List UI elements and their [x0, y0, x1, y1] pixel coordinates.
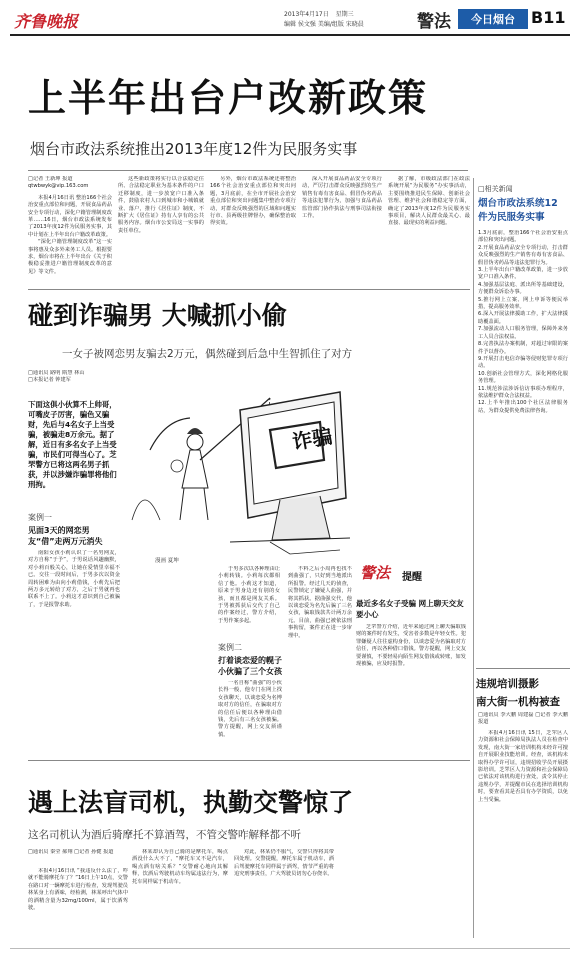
sidebar-item: 7.加强流动人口服务管理，保障外来务工人员合法权益。	[478, 326, 568, 340]
issue-date	[284, 9, 354, 18]
sidebar-item: 12.上半年推出100个社区法律服务站，为群众提供免费法律咨询。	[478, 400, 568, 414]
staff-line: 编辑 侯文强 美编/组版 宋晓晨	[284, 21, 364, 28]
section-label: 警法	[417, 12, 451, 32]
story2-subhead: 一女子被网恋男友骗去2万元，偶然碰到后急中生智抓住了对方	[62, 348, 353, 360]
story3-body2: 林某却认为自己骑的是摩托车，喝点酒没什么大不了，“摩托车又不是汽车，喝点酒有啥关系？”交警耐心地向其解释，饮酒后驾驶机动车均属违法行为，摩托车同样属于机动车。	[132, 849, 228, 885]
case2-title: 打着谈恋爱的幌子小伙骗了三个女孩	[218, 656, 282, 676]
sidebar-item: 2.开展食品药品安全专项行动，打击群众反映强烈的生产销售有毒有害食品、假冒伪劣药品等违法犯罪行为。	[478, 244, 568, 266]
story1-web: qtwbwyk@vip.163.com	[28, 183, 89, 190]
sidebar-list	[478, 230, 568, 666]
cartoon-sign-text: 诈骗	[290, 423, 335, 455]
case2-body: 一名自称“曲强”的小伙长得一般，他专门在网上找女孩聊天，以谈恋爱为名博取对方的信任，在骗取对方的信任后便以各种理由借钱，先后有三名女孩被骗。警方提醒，网上交友须谨慎。	[218, 680, 282, 738]
masthead-rule	[10, 34, 570, 36]
story1-headline: 上半年出台户改新政策	[28, 76, 429, 120]
tip-label: 警法	[360, 564, 391, 582]
sidebar-tag: □相关新闻	[478, 185, 513, 193]
sidebar-title: 烟台市政法系统12件为民服务实事	[478, 198, 558, 223]
story2-col4-body: 不料之后小周再也找不到曲强了，只好到当地派出所报警。经过几天的侦查，民警锁定了嫌疑人曲强，并将其抓获。据曲强交代，他以谈恋爱为名先后骗了三名女孩，骗取钱款共计两万余元。目前，曲强已被依法刑事拘留，案件正在进一步审理中。	[288, 566, 352, 639]
case2-label: 案例二	[218, 643, 242, 652]
violation-body: 本报4月16日讯 15日，芝罘区人力资源和社会保障局执法人员在检查中发现，南大街一家培训机构未经许可擅自开展职业技能培训。经查，该机构未取得办学许可证，违规招收学员开展摄影培训。芝罘区人力资源和社会保障局已依法对该机构进行查处，责令其停止违规办学，并提醒市民在选择培训机构时，要查看其是否具有办学资质，以免上当受骗。	[478, 730, 568, 803]
sidebar-item: 6.深入开展法律援助工作，扩大法律援助覆盖面。	[478, 311, 568, 325]
sidebar-item: 9.开展打击电信诈骗等侵财犯罪专项行动。	[478, 355, 568, 370]
sidebar-item: 3.上半年出台户籍改革政策，进一步放宽户口准入条件。	[478, 267, 568, 281]
violation-rule	[476, 668, 570, 669]
sidebar-divider	[473, 178, 474, 938]
story1-p6: 据了解，市级政法部门在政法系统开展“为民服务”办实事活动，主要围绕推进民生保障、创新社会管理、维护社会和谐稳定等方面，确定了2013年度12件为民服务实事项目，解决人民群众最关心、最直接、最现实的利益问题。	[388, 176, 470, 227]
sidebar-item: 10.创新社会管理方式，深化网格化服务管理。	[478, 370, 568, 385]
edition-label: 今日烟台	[471, 13, 515, 26]
story1-p2: “深化户籍管理制度改革”这一实事将惠及众多外来务工人员。根据要求，烟台市将在上半年出台《关于积极稳妥推进户籍管理制度改革的意见》等文件。	[28, 239, 112, 275]
story3-headline: 遇上法盲司机，执勤交警惊了	[28, 788, 354, 817]
story2-bylines	[28, 370, 120, 400]
violation-byline: □通讯员 李大鹏 周建磊 □记者 李大鹏 报道	[478, 712, 568, 726]
date-text: 2013年4月17日	[284, 11, 329, 18]
cartoon-illustration	[120, 370, 352, 562]
story1-col1	[28, 176, 112, 284]
story3-subhead: 这名司机认为酒后骑摩托不算酒驾，不管交警咋解释都不听	[28, 829, 301, 841]
page-number: B11	[531, 8, 566, 27]
tip-sublabel: 提醒	[402, 572, 422, 583]
tip-badge	[356, 560, 466, 594]
case1-title: 见面3天的网恋男友“借”走两万元消失	[28, 526, 103, 546]
story1-p1: 本报4月16日讯 整治166个社会治安重点部位和问题，开展食品药品安全专项行动，深化户籍管理制度改革……16日，烟台市政法系统发布了2013年度12件为民服务实事，其中计划在上半年出台户籍改革政策。	[28, 194, 112, 238]
sidebar-item: 8.完善执法办案机制，对超过审限的案件予以督办。	[478, 341, 568, 355]
violation-title: 南大街一机构被查	[476, 696, 560, 708]
story3-byline: □通讯员 秦莹 郝翔 □记者 孙健 报道	[28, 849, 114, 855]
tip-body: 芝罘警方介绍，近年来通过网上聊天骗取钱财的案件时有发生，受害者多数是年轻女性。犯罪嫌疑人往往虚构身份，以谈恋爱为名骗取对方信任，再以各种借口借钱。警方提醒，网上交友要谨慎，不要轻易向陌生网友借钱或转账，如发现被骗，应及时报警。	[356, 624, 466, 668]
cartoon-caption: 漫画 夏坤	[155, 558, 179, 564]
sidebar-item: 1.3月底前，整治166个社会治安重点部位和突出问题。	[478, 230, 568, 244]
story1-p4: 另外，烟台市政法系统还将整治166个社会治安重点部位和突出问题，3月底前，在全市开展社会治安重点部位和突出问题集中整治专项行动，对群众反映强烈的区域和问题实行市、县两级挂牌督办，确保整治取得实效。	[210, 176, 296, 227]
story1-byline: □记者 王新坤 报道	[28, 176, 73, 182]
story3-top-rule	[28, 760, 470, 761]
violation-label: 违规培训摄影	[476, 678, 539, 690]
tip-title: 最近多名女子受骗 网上聊天交友要小心	[356, 599, 464, 619]
story1-p5: 深入开展食品药品安全专项行动，严厉打击群众反映强烈的生产销售有毒有害食品、假冒伪劣药品等违法犯罪行为，加强与食品药品监管部门协作执法与刑事司法衔接工作。	[302, 176, 382, 220]
sidebar-item: 4.加强基层法庭、派出所等基础建设，方便群众诉讼办事。	[478, 281, 568, 296]
story1-p3: 这些新政策将实行以合法稳定住所、合法稳定职业为基本条件的户口迁移制度，进一步放宽户口准入条件，鼓励农村人口到城市和小城镇就业、落户，推行《居住证》制度，不断扩大《居住证》持有人享有的公共服务内容。烟台市公安局这一实事的责任单位。	[118, 176, 204, 234]
story1-subhead: 烟台市政法系统推出2013年度12件为民服务实事	[30, 140, 358, 158]
story2-byline1: □通讯员 路明 隋慧 林山	[28, 370, 85, 376]
story2-headline: 碰到诈骗男 大喊抓小偷	[28, 301, 287, 330]
sidebar-item: 11.规范涉法涉诉信访事项办理程序，依法维护群众合法权益。	[478, 385, 568, 399]
story2-byline2: □本报记者 钟建军	[28, 377, 71, 384]
story3-body3: 对此，林某仍不服气，交警只得将其带回处理。交警提醒，摩托车属于机动车，酒后驾驶摩托车同样属于酒驾，情节严重的将追究刑事责任，广大驾驶员切勿心存侥幸。	[234, 849, 334, 878]
paper-name: 齐鲁晚报	[14, 12, 79, 31]
page-bottom-rule	[10, 948, 570, 949]
story2-lead: 下面这俱小伙算不上帅哥，可嘴皮子厉害，骗色又骗财，先后与4名女子上当受骗，被骗走8万余元。据了解，近日有多名女子上当受骗，市民们可得当心了。芝罘警方已将这两名男子抓获，并以涉嫌诈骗罪将他们刑拘。	[28, 400, 117, 489]
weekday-text: 星期三	[335, 11, 354, 18]
story2-top-rule	[28, 289, 470, 290]
case1-label: 案例一	[28, 513, 52, 522]
story1-rule	[28, 170, 468, 171]
sidebar-item: 5.推行网上立案、网上申诉等便民举措，提高服务效率。	[478, 296, 568, 311]
case1-body-continued: 于男多次以各种理由让小莉转钱。小莉每次都相信了他。小莉这才知道，原来于男身边还有别的女孩，而且都是网友关系。于男被抓获后交代了自己的作案经过，警方介绍，于男作案多起。	[218, 566, 280, 624]
story3-body1: 本报4月16日讯 “我违反什么法了，咋就不能骑摩托车了？”16日上午10点，交警在路口对一辆摩托车进行检查，发现驾驶员林某身上有酒味，经检测，林某呼出气体中的酒精含量为32mg/100ml，属于饮酒驾驶。	[28, 868, 128, 912]
case1-body: 南阳女孩小莉认识了一名男网友，对方自称“于予”，于男说话风趣幽默，对小莉百般关心，让她在爱情里幸福不已。交往一段时间后，于男多次以资金周转困难为由向小莉借钱，小莉先后把两万多元转给了对方，之后于男就再也联系不上了。小莉这才意识到自己被骗了，于是报警求助。	[28, 550, 120, 608]
fraud-cartoon	[120, 370, 352, 562]
